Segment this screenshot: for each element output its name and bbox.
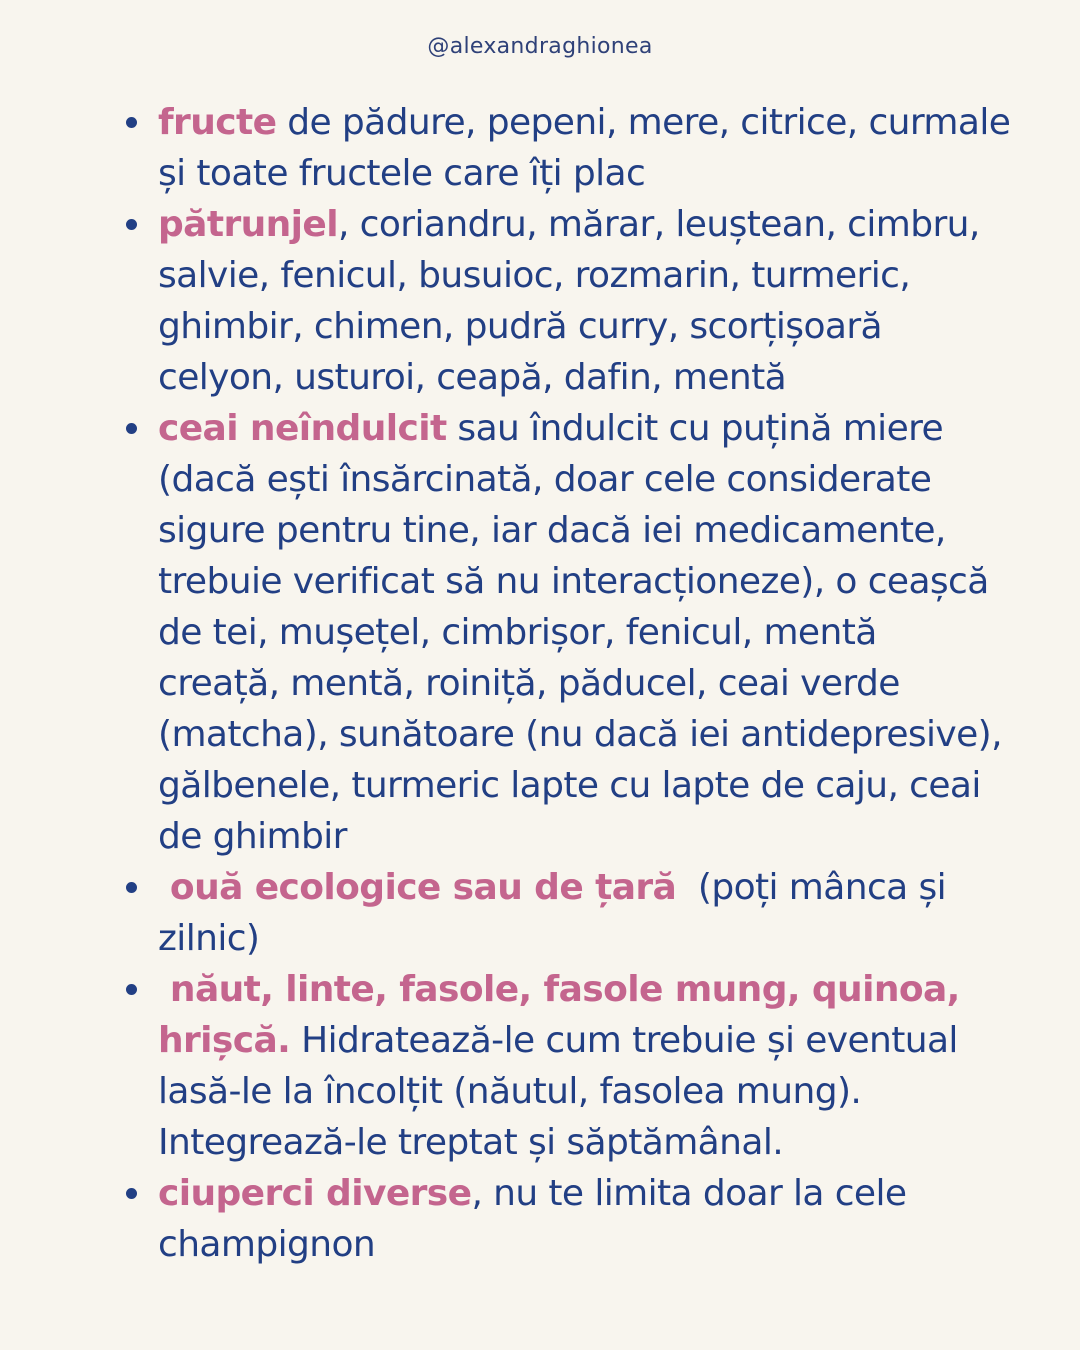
- line: [158, 1168, 988, 1219]
- highlight-text: ouă ecologice sau de țară: [158, 867, 677, 908]
- line: (matcha), sunătoare (nu dacă iei antidepresive),: [158, 714, 1002, 755]
- line: de tei, mușețel, cimbrișor, fenicul, mentă: [158, 612, 877, 653]
- bullet-icon: [126, 219, 137, 230]
- item-text: de pădure, pepeni, mere, citrice, curmale: [276, 102, 1011, 143]
- line: celyon, usturoi, ceapă, dafin, mentă: [158, 357, 787, 398]
- line: și toate fructele care îți plac: [158, 153, 646, 194]
- line: zilnic): [158, 918, 260, 959]
- bullet-icon: [126, 882, 137, 893]
- bullet-icon: [126, 423, 137, 434]
- line: [158, 862, 988, 913]
- highlight-text: fructe: [158, 102, 277, 143]
- item-text: Hidratează-le cum trebuie și eventual: [290, 1020, 958, 1061]
- line: Integrează-le treptat și săptămânal.: [158, 1122, 784, 1163]
- line: lasă-le la încolțit (năutul, fasolea mung).: [158, 1071, 862, 1112]
- highlight-text: ceai neîndulcit: [158, 408, 447, 449]
- account-handle: @alexandraghionea: [427, 34, 653, 59]
- line: sigure pentru tine, iar dacă iei medicamente,: [158, 510, 946, 551]
- item-text: sau îndulcit cu puțină miere: [446, 408, 944, 449]
- line: gălbenele, turmeric lapte cu lapte de caju, ceai: [158, 765, 981, 806]
- bullet-icon: [126, 984, 137, 995]
- line: ghimbir, chimen, pudră curry, scorțișoară: [158, 306, 882, 347]
- item-text: (poți mânca și: [676, 867, 947, 908]
- line: creață, mentă, roiniță, păducel, ceai verde: [158, 663, 900, 704]
- line: [158, 964, 988, 1015]
- line: [158, 97, 1011, 148]
- bullet-icon: [126, 1188, 137, 1199]
- highlight-text: năut, linte, fasole, fasole mung, quinoa,: [158, 969, 960, 1010]
- line: trebuie verificat să nu interacționeze), o ceașcă: [158, 561, 989, 602]
- line: salvie, fenicul, busuioc, rozmarin, turmeric,: [158, 255, 911, 296]
- item-text: , coriandru, mărar, leuștean, cimbru,: [337, 204, 980, 245]
- line: (dacă ești însărcinată, doar cele considerate: [158, 459, 932, 500]
- list-item-fructe: [158, 97, 1011, 199]
- line: [158, 199, 988, 250]
- item-text: , nu te limita doar la cele: [471, 1173, 907, 1214]
- bullet-icon: [126, 117, 137, 128]
- list-item-ciuperci: [158, 1168, 988, 1270]
- list-item-leguminoase: [158, 964, 988, 1168]
- list-item-ceai: [158, 403, 1002, 862]
- list-item-oua: [158, 862, 988, 964]
- line: champignon: [158, 1224, 376, 1265]
- food-list: [158, 97, 1011, 1270]
- line: [158, 403, 988, 454]
- highlight-text: hrișcă.: [158, 1020, 291, 1061]
- highlight-text: ciuperci diverse: [158, 1173, 472, 1214]
- list-item-patrunjel: [158, 199, 988, 403]
- highlight-text: pătrunjel: [158, 204, 338, 245]
- line: de ghimbir: [158, 816, 347, 857]
- line: [158, 1015, 988, 1066]
